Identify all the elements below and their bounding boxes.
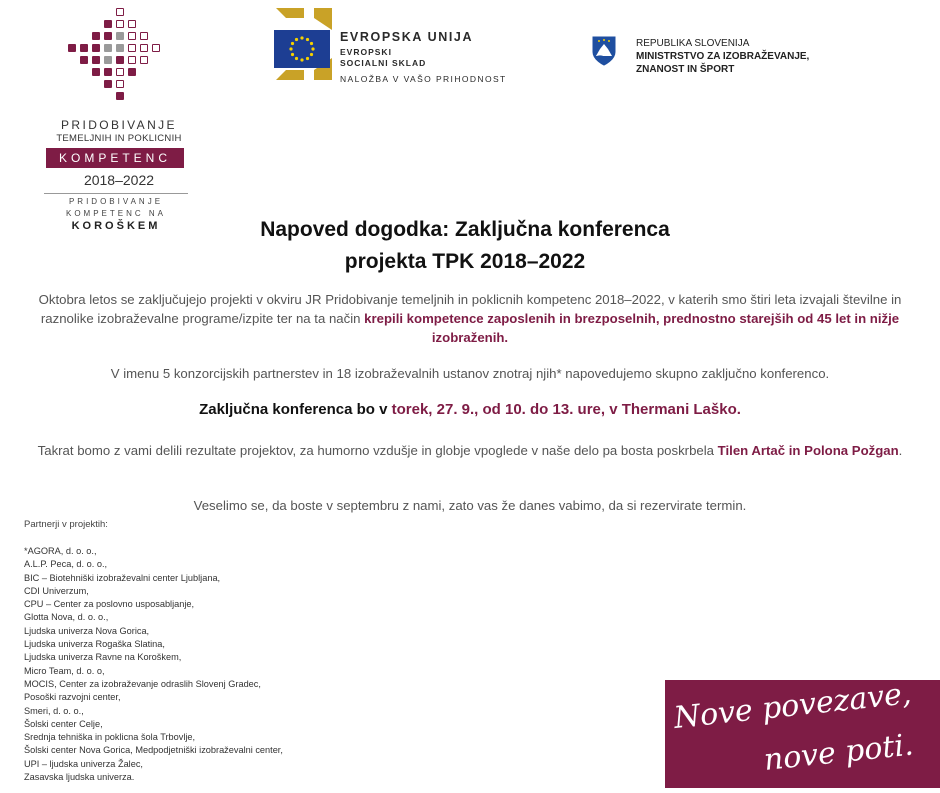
list-item: Posoški razvojni center, — [24, 692, 121, 703]
intro-highlight: krepili kompetence zaposlenih in brezposelnih, prednostno starejših od 45 let in nižje izobraženih. — [364, 311, 900, 345]
list-item: CDI Univerzum, — [24, 585, 89, 596]
eu-flag-icon — [274, 30, 330, 68]
intro-paragraph — [20, 290, 920, 347]
logo-years: 2018–2022 — [83, 172, 155, 188]
speakers-highlight: Tilen Artač in Polona Požgan — [717, 443, 899, 458]
eu-subtitle — [340, 47, 426, 69]
ministry-line-2: MINISTRSTVO ZA IZOBRAŽEVANJE, — [636, 51, 810, 62]
eu-subtitle-1: EVROPSKI — [340, 47, 392, 57]
speakers-prefix: Takrat bomo z vami delili rezultate projektov, za humorno vzdušje in globje vpoglede v naše delo pa bosta poskrbela — [37, 443, 718, 458]
speakers-suffix: . — [898, 443, 903, 458]
list-item: Micro Team, d. o. o, — [24, 665, 105, 676]
partners-list — [24, 545, 283, 784]
slogan-handwriting — [665, 680, 940, 788]
slovenia-crest-icon — [592, 36, 616, 66]
logo-band: KOMPETENC — [46, 148, 184, 168]
eu-subtitle-2: SOCIALNI SKLAD — [340, 58, 427, 68]
list-item: Smeri, d. o. o., — [24, 705, 84, 716]
logo-divider — [44, 193, 188, 194]
ministry-line-1: REPUBLIKA SLOVENIJA — [636, 38, 750, 49]
list-item: Zasavska ljudska univerza. — [24, 772, 135, 783]
eu-slogan: NALOŽBA V VAŠO PRIHODNOST — [340, 74, 507, 84]
list-item: A.L.P. Peca, d. o. o., — [24, 559, 108, 570]
logo-line-1: PRIDOBIVANJE — [61, 118, 177, 132]
list-item: *AGORA, d. o. o., — [24, 546, 97, 556]
list-item: Ljudska univerza Ravne na Koroškem, — [24, 652, 182, 663]
list-item: Ljudska univerza Nova Gorica, — [24, 625, 150, 636]
event-paragraph — [20, 400, 920, 419]
page-title — [150, 214, 780, 278]
eu-title: EVROPSKA UNIJA — [340, 30, 474, 44]
intro-text: Oktobra letos se zaključujejo projekti v okviru JR Pridobivanje temeljnih in poklicnih kompetenc 2018–2022, v katerih smo štiri leta izvajali številne in raznolike izobraževalne programe/izpite ter na ta način — [38, 292, 902, 326]
logo-line-2: TEMELJNIH IN POKLICNIH — [56, 133, 182, 144]
speakers-paragraph — [20, 441, 920, 460]
list-item: Glotta Nova, d. o. o., — [24, 612, 109, 623]
list-item: UPI – ljudska univerza Žalec, — [24, 758, 143, 769]
ministry-line-3: ZNANOST IN ŠPORT — [636, 64, 735, 75]
event-highlight: torek, 27. 9., od 10. do 13. ure, v Thermani Laško. — [391, 401, 741, 418]
partners-intro-paragraph: V imenu 5 konzorcijskih partnerstev in 18 izobraževalnih ustanov znotraj njih* napovedujemo skupno zaključno konferenco. — [110, 366, 830, 381]
title-line-2: projekta TPK 2018–2022 — [344, 250, 586, 273]
slogan-line-1: Nove povezave, — [672, 680, 913, 736]
partners-label: Partnerji v projektih: — [24, 519, 108, 530]
logo-sub-2: KOMPETENC NA — [65, 209, 166, 218]
logo-sub-1: PRIDOBIVANJE — [68, 197, 164, 206]
event-prefix: Zaključna konferenca bo v — [199, 401, 392, 418]
list-item: Šolski center Celje, — [24, 718, 103, 729]
list-item: BIC – Biotehniški izobraževalni center Ljubljana, — [24, 572, 221, 583]
list-item: Srednja tehniška in poklicna šola Trbovlje, — [24, 732, 196, 743]
logo-squares-graphic — [58, 6, 178, 102]
list-item: Šolski center Nova Gorica, Medpodjetniški izobraževalni center, — [24, 745, 283, 756]
list-item: Ljudska univerza Rogaška Slatina, — [24, 639, 165, 650]
title-line-1: Napoved dogodka: Zaključna konferenca — [260, 218, 670, 241]
logo-sub-3: KOROŠKEM — [71, 220, 161, 232]
slogan-banner — [665, 680, 940, 788]
list-item: MOCIS, Center za izobraževanje odraslih Slovenj Gradec, — [24, 678, 261, 689]
slogan-line-2: nove poti. — [762, 727, 916, 778]
closing-paragraph: Veselimo se, da boste v septembru z nami, zato vas že danes vabimo, da si rezervirate termin. — [193, 498, 747, 513]
list-item: CPU – Center za poslovno usposabljanje, — [24, 599, 195, 610]
